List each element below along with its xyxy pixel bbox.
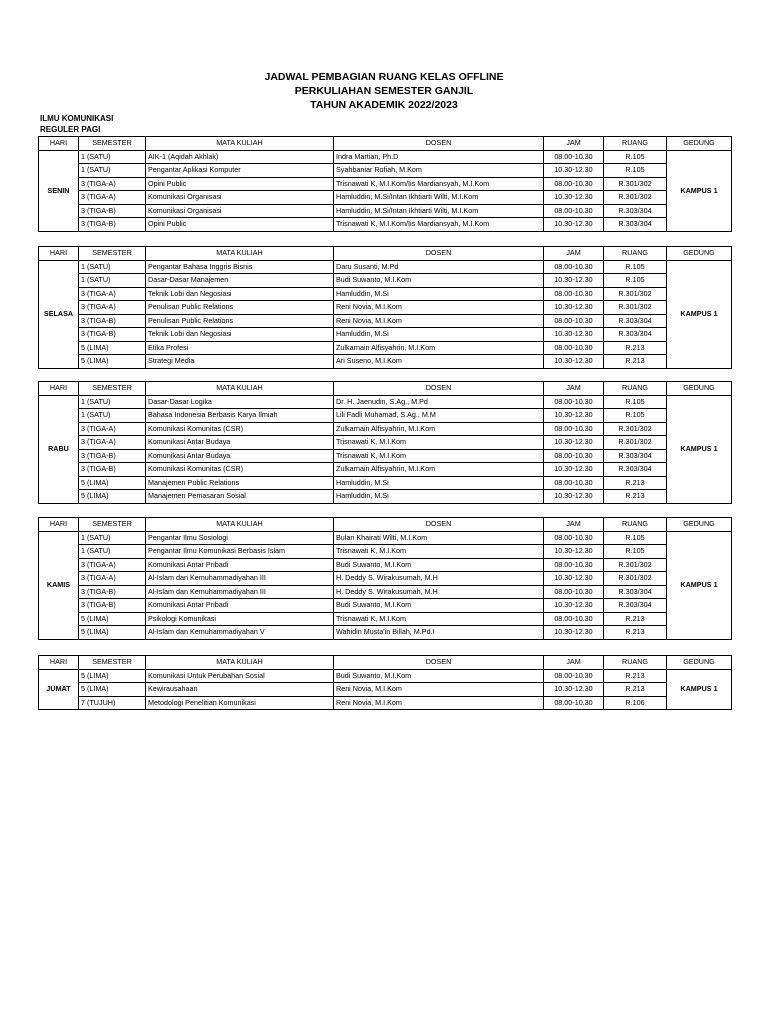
column-header: JAM [544, 656, 604, 670]
lecturer-cell: Ari Suseno, M.I.Kom [334, 355, 544, 369]
column-header: DOSEN [334, 382, 544, 396]
room-cell: R.213 [604, 683, 667, 697]
column-header: DOSEN [334, 518, 544, 532]
course-cell: Bahasa Indonesia Berbasis Karya Ilmiah [146, 409, 334, 423]
room-cell: R.301/302 [604, 191, 667, 205]
column-header: GEDUNG [667, 656, 732, 670]
lecturer-cell: H. Deddy S. Wirakusumah, M.H [334, 585, 544, 599]
room-cell: R.213 [604, 341, 667, 355]
column-header: RUANG [604, 382, 667, 396]
course-cell: Etika Profesi [146, 341, 334, 355]
room-cell: R.106 [604, 696, 667, 710]
lecturer-cell: Budi Suwanto, M.I.Kom [334, 669, 544, 683]
semester-cell: 3 (TIGA-B) [79, 585, 146, 599]
column-header: SEMESTER [79, 382, 146, 396]
room-cell: R.105 [604, 531, 667, 545]
room-cell: R.213 [604, 626, 667, 640]
time-cell: 10.30-12.30 [544, 463, 604, 477]
table-header-row [39, 247, 732, 261]
room-cell: R.213 [604, 490, 667, 504]
time-cell: 08.00-10.30 [544, 669, 604, 683]
time-cell: 10.30-12.30 [544, 626, 604, 640]
column-header: HARI [39, 656, 79, 670]
semester-cell: 3 (TIGA-B) [79, 328, 146, 342]
table-row [39, 260, 732, 274]
course-cell: AIK-1 (Aqidah Akhlak) [146, 150, 334, 164]
room-cell: R.105 [604, 260, 667, 274]
table-row [39, 395, 732, 409]
semester-cell: 3 (TIGA-A) [79, 422, 146, 436]
table-row [39, 328, 732, 342]
column-header: MATA KULIAH [146, 137, 334, 151]
semester-cell: 3 (TIGA-B) [79, 449, 146, 463]
lecturer-cell: Hamluddin, M.Si [334, 476, 544, 490]
column-header: DOSEN [334, 656, 544, 670]
room-cell: R.105 [604, 545, 667, 559]
column-header: JAM [544, 382, 604, 396]
time-cell: 08.00-10.30 [544, 585, 604, 599]
lecturer-cell: Hamluddin, M.Si [334, 490, 544, 504]
lecturer-cell: Daru Susanti, M.Pd [334, 260, 544, 274]
time-cell: 08.00-10.30 [544, 422, 604, 436]
room-cell: R.105 [604, 150, 667, 164]
course-cell: Komunikasi Komunitas (CSR) [146, 422, 334, 436]
table-row [39, 476, 732, 490]
time-cell: 08.00-10.30 [544, 314, 604, 328]
table-row [39, 545, 732, 559]
room-cell: R.301/302 [604, 177, 667, 191]
time-cell: 10.30-12.30 [544, 409, 604, 423]
room-cell: R.303/304 [604, 599, 667, 613]
schedule-table-kamis [38, 517, 732, 640]
semester-cell: 3 (TIGA-B) [79, 204, 146, 218]
day-cell: JUMAT [39, 669, 79, 710]
lecturer-cell: Budi Suwanto, M.I.Kom [334, 599, 544, 613]
column-header: SEMESTER [79, 656, 146, 670]
time-cell: 10.30-12.30 [544, 599, 604, 613]
course-cell: Komunikasi Untuk Perubahan Sosial [146, 669, 334, 683]
column-header: DOSEN [334, 137, 544, 151]
course-cell: Komunikasi Komunitas (CSR) [146, 463, 334, 477]
lecturer-cell: Reni Novia, M.I.Kom [334, 314, 544, 328]
lecturer-cell: Dr. H. Jaenudin, S.Ag., M.Pd [334, 395, 544, 409]
lecturer-cell: Trisnawati K, M.I.Kom/Iis Mardiansyah, M.I.Kom [334, 218, 544, 232]
semester-cell: 5 (LIMA) [79, 683, 146, 697]
lecturer-cell: Budi Suwanto, M.I.Kom [334, 558, 544, 572]
semester-cell: 7 (TUJUH) [79, 696, 146, 710]
column-header: GEDUNG [667, 382, 732, 396]
time-cell: 10.30-12.30 [544, 490, 604, 504]
semester-cell: 3 (TIGA-B) [79, 599, 146, 613]
room-cell: R.301/302 [604, 422, 667, 436]
table-row [39, 558, 732, 572]
course-cell: Al-Islam dan Kemuhammadiyahan III [146, 585, 334, 599]
semester-cell: 3 (TIGA-A) [79, 301, 146, 315]
table-row [39, 585, 732, 599]
semester-cell: 1 (SATU) [79, 274, 146, 288]
room-cell: R.303/304 [604, 204, 667, 218]
lecturer-cell: Reni Novia, M.I.Kom [334, 696, 544, 710]
time-cell: 08.00-10.30 [544, 449, 604, 463]
time-cell: 08.00-10.30 [544, 260, 604, 274]
time-cell: 08.00-10.30 [544, 177, 604, 191]
lecturer-cell: Zulkarnain Alfisyahrin, M.I.Kom [334, 341, 544, 355]
table-row [39, 572, 732, 586]
table-row [39, 683, 732, 697]
table-header-row [39, 382, 732, 396]
table-row [39, 463, 732, 477]
lecturer-cell: Zulkarnain Alfisyahrin, M.I.Kom [334, 422, 544, 436]
lecturer-cell: Trisnawati K, M.I.Kom [334, 612, 544, 626]
column-header: MATA KULIAH [146, 656, 334, 670]
room-cell: R.303/304 [604, 449, 667, 463]
column-header: RUANG [604, 247, 667, 261]
column-header: HARI [39, 247, 79, 261]
course-cell: Dasar-Dasar Logika [146, 395, 334, 409]
room-cell: R.105 [604, 395, 667, 409]
time-cell: 08.00-10.30 [544, 531, 604, 545]
time-cell: 10.30-12.30 [544, 301, 604, 315]
column-header: DOSEN [334, 247, 544, 261]
document-title-line2: PERKULIAHAN SEMESTER GANJIL [294, 85, 474, 97]
room-cell: R.303/304 [604, 585, 667, 599]
semester-cell: 5 (LIMA) [79, 476, 146, 490]
lecturer-cell: Bulan Khairati Wilti, M.I.Kom [334, 531, 544, 545]
column-header: HARI [39, 137, 79, 151]
lecturer-cell: Hamluddin, M.Si/Intan Ikhtiarti Wilti, M.I.Kom [334, 204, 544, 218]
table-row [39, 218, 732, 232]
column-header: JAM [544, 137, 604, 151]
column-header: JAM [544, 518, 604, 532]
time-cell: 08.00-10.30 [544, 287, 604, 301]
table-row [39, 422, 732, 436]
lecturer-cell: Syahbaniar Rofiah, M.Kom [334, 164, 544, 178]
semester-cell: 1 (SATU) [79, 531, 146, 545]
table-row [39, 355, 732, 369]
course-cell: Penulisan Public Relations [146, 314, 334, 328]
course-cell: Al-Islam dan Kemuhammadiyahan III [146, 572, 334, 586]
table-header-row [39, 518, 732, 532]
semester-cell: 1 (SATU) [79, 395, 146, 409]
room-cell: R.303/304 [604, 328, 667, 342]
course-cell: Teknik Lobi dan Negosiasi [146, 328, 334, 342]
schedule-table-rabu [38, 381, 732, 504]
course-cell: Komunikasi Organisasi [146, 191, 334, 205]
room-cell: R.301/302 [604, 558, 667, 572]
building-cell: KAMPUS 1 [667, 395, 732, 503]
course-cell: Komunikasi Antar Pribadi [146, 558, 334, 572]
course-cell: Komunikasi Antar Pribadi [146, 599, 334, 613]
lecturer-cell: Wahidin Musta'in Billah, M.Pd.I [334, 626, 544, 640]
course-cell: Pengantar Bahasa Inggris Bisnis [146, 260, 334, 274]
course-cell: Pengantar Aplikasi Komputer [146, 164, 334, 178]
time-cell: 10.30-12.30 [544, 164, 604, 178]
lecturer-cell: Lili Fadli Muhamad, S.Ag., M.M [334, 409, 544, 423]
class-label: REGULER PAGI [40, 125, 101, 134]
column-header: MATA KULIAH [146, 382, 334, 396]
column-header: HARI [39, 382, 79, 396]
semester-cell: 1 (SATU) [79, 260, 146, 274]
course-cell: Manajemen Pemasaran Sosial [146, 490, 334, 504]
lecturer-cell: Indra Martian, Ph.D [334, 150, 544, 164]
lecturer-cell: Reni Novia, M.I.Kom [334, 301, 544, 315]
course-cell: Komunikasi Antar Budaya [146, 436, 334, 450]
room-cell: R.301/302 [604, 436, 667, 450]
building-cell: KAMPUS 1 [667, 260, 732, 368]
table-row [39, 436, 732, 450]
course-cell: Pengantar Ilmu Sosiologi [146, 531, 334, 545]
column-header: RUANG [604, 137, 667, 151]
time-cell: 10.30-12.30 [544, 683, 604, 697]
semester-cell: 3 (TIGA-B) [79, 463, 146, 477]
semester-cell: 1 (SATU) [79, 164, 146, 178]
semester-cell: 3 (TIGA-B) [79, 314, 146, 328]
lecturer-cell: Hamluddin, M.Si/Intan Ikhtiarti Wilti, M.I.Kom [334, 191, 544, 205]
column-header: MATA KULIAH [146, 247, 334, 261]
column-header: SEMESTER [79, 137, 146, 151]
time-cell: 10.30-12.30 [544, 545, 604, 559]
table-row [39, 669, 732, 683]
semester-cell: 5 (LIMA) [79, 355, 146, 369]
time-cell: 10.30-12.30 [544, 328, 604, 342]
column-header: MATA KULIAH [146, 518, 334, 532]
day-cell: SENIN [39, 150, 79, 231]
column-header: HARI [39, 518, 79, 532]
table-row [39, 301, 732, 315]
room-cell: R.105 [604, 164, 667, 178]
semester-cell: 3 (TIGA-A) [79, 191, 146, 205]
time-cell: 10.30-12.30 [544, 274, 604, 288]
room-cell: R.301/302 [604, 287, 667, 301]
time-cell: 08.00-10.30 [544, 150, 604, 164]
time-cell: 08.00-10.30 [544, 341, 604, 355]
room-cell: R.105 [604, 409, 667, 423]
course-cell: Strategi Media [146, 355, 334, 369]
document-title-line3: TAHUN AKADEMIK 2022/2023 [310, 99, 458, 111]
course-cell: Al-Islam dan Kemuhammadiyahan V [146, 626, 334, 640]
time-cell: 10.30-12.30 [544, 436, 604, 450]
semester-cell: 3 (TIGA-B) [79, 218, 146, 232]
table-row [39, 150, 732, 164]
table-row [39, 449, 732, 463]
room-cell: R.105 [604, 274, 667, 288]
table-row [39, 204, 732, 218]
table-row [39, 287, 732, 301]
table-row [39, 191, 732, 205]
semester-cell: 3 (TIGA-A) [79, 558, 146, 572]
time-cell: 10.30-12.30 [544, 191, 604, 205]
semester-cell: 5 (LIMA) [79, 669, 146, 683]
time-cell: 08.00-10.30 [544, 612, 604, 626]
day-cell: KAMIS [39, 531, 79, 639]
time-cell: 10.30-12.30 [544, 572, 604, 586]
day-cell: SELASA [39, 260, 79, 368]
lecturer-cell: Trisnawati K, M.I.Kom [334, 449, 544, 463]
column-header: JAM [544, 247, 604, 261]
column-header: RUANG [604, 656, 667, 670]
column-header: GEDUNG [667, 518, 732, 532]
column-header: GEDUNG [667, 247, 732, 261]
lecturer-cell: Trisnawati K, M.I.Kom/Iis Mardiansyah, M.I.Kom [334, 177, 544, 191]
course-cell: Psikologi Komunikasi [146, 612, 334, 626]
building-cell: KAMPUS 1 [667, 531, 732, 639]
table-row [39, 314, 732, 328]
room-cell: R.303/304 [604, 218, 667, 232]
column-header: GEDUNG [667, 137, 732, 151]
course-cell: Opini Public [146, 218, 334, 232]
semester-cell: 3 (TIGA-A) [79, 177, 146, 191]
program-label: ILMU KOMUNIKASI [40, 114, 114, 123]
course-cell: Metodologi Penelitian Komunikasi [146, 696, 334, 710]
room-cell: R.213 [604, 669, 667, 683]
schedule-table-senin [38, 136, 732, 232]
time-cell: 08.00-10.30 [544, 476, 604, 490]
room-cell: R.303/304 [604, 463, 667, 477]
course-cell: Kewirausahaan [146, 683, 334, 697]
semester-cell: 5 (LIMA) [79, 626, 146, 640]
table-row [39, 531, 732, 545]
day-cell: RABU [39, 395, 79, 503]
table-header-row [39, 137, 732, 151]
building-cell: KAMPUS 1 [667, 669, 732, 710]
room-cell: R.213 [604, 476, 667, 490]
column-header: SEMESTER [79, 247, 146, 261]
time-cell: 08.00-10.30 [544, 395, 604, 409]
document-title-line1: JADWAL PEMBAGIAN RUANG KELAS OFFLINE [264, 71, 504, 83]
building-cell: KAMPUS 1 [667, 150, 732, 231]
table-row [39, 626, 732, 640]
table-row [39, 409, 732, 423]
course-cell: Komunikasi Organisasi [146, 204, 334, 218]
lecturer-cell: Zulkarnain Alfisyahrin, M.I.Kom [334, 463, 544, 477]
column-header: RUANG [604, 518, 667, 532]
course-cell: Manajemen Public Relations [146, 476, 334, 490]
schedule-table-jumat [38, 655, 732, 710]
table-row [39, 599, 732, 613]
table-row [39, 177, 732, 191]
table-header-row [39, 656, 732, 670]
table-row [39, 490, 732, 504]
course-cell: Komunikasi Antar Budaya [146, 449, 334, 463]
lecturer-cell: Hamluddin, M.Si [334, 287, 544, 301]
table-row [39, 164, 732, 178]
course-cell: Dasar-Dasar Manajemen [146, 274, 334, 288]
lecturer-cell: Trisnawati K, M.I.Kom [334, 545, 544, 559]
lecturer-cell: Budi Suwanto, M.I.Kom [334, 274, 544, 288]
lecturer-cell: Trisnawati K, M.I.Kom [334, 436, 544, 450]
time-cell: 10.30-12.30 [544, 355, 604, 369]
semester-cell: 3 (TIGA-A) [79, 436, 146, 450]
course-cell: Pengantar Ilmu Komunikasi Berbasis Islam [146, 545, 334, 559]
time-cell: 08.00-10.30 [544, 696, 604, 710]
schedule-table-selasa [38, 246, 732, 369]
room-cell: R.303/304 [604, 314, 667, 328]
lecturer-cell: H. Deddy S. Wirakusumah, M.H [334, 572, 544, 586]
semester-cell: 5 (LIMA) [79, 490, 146, 504]
semester-cell: 1 (SATU) [79, 409, 146, 423]
course-cell: Penulisan Public Relations [146, 301, 334, 315]
lecturer-cell: Hamluddin, M.Si [334, 328, 544, 342]
course-cell: Teknik Lobi dan Negosiasi [146, 287, 334, 301]
semester-cell: 3 (TIGA-A) [79, 572, 146, 586]
room-cell: R.301/302 [604, 572, 667, 586]
table-row [39, 341, 732, 355]
room-cell: R.213 [604, 612, 667, 626]
table-row [39, 696, 732, 710]
semester-cell: 1 (SATU) [79, 545, 146, 559]
time-cell: 10.30-12.30 [544, 218, 604, 232]
room-cell: R.301/302 [604, 301, 667, 315]
column-header: SEMESTER [79, 518, 146, 532]
room-cell: R.213 [604, 355, 667, 369]
time-cell: 08.00-10.30 [544, 204, 604, 218]
semester-cell: 5 (LIMA) [79, 612, 146, 626]
lecturer-cell: Reni Novia, M.I.Kom [334, 683, 544, 697]
semester-cell: 5 (LIMA) [79, 341, 146, 355]
table-row [39, 612, 732, 626]
table-row [39, 274, 732, 288]
semester-cell: 1 (SATU) [79, 150, 146, 164]
semester-cell: 3 (TIGA-A) [79, 287, 146, 301]
time-cell: 08.00-10.30 [544, 558, 604, 572]
course-cell: Opini Public [146, 177, 334, 191]
